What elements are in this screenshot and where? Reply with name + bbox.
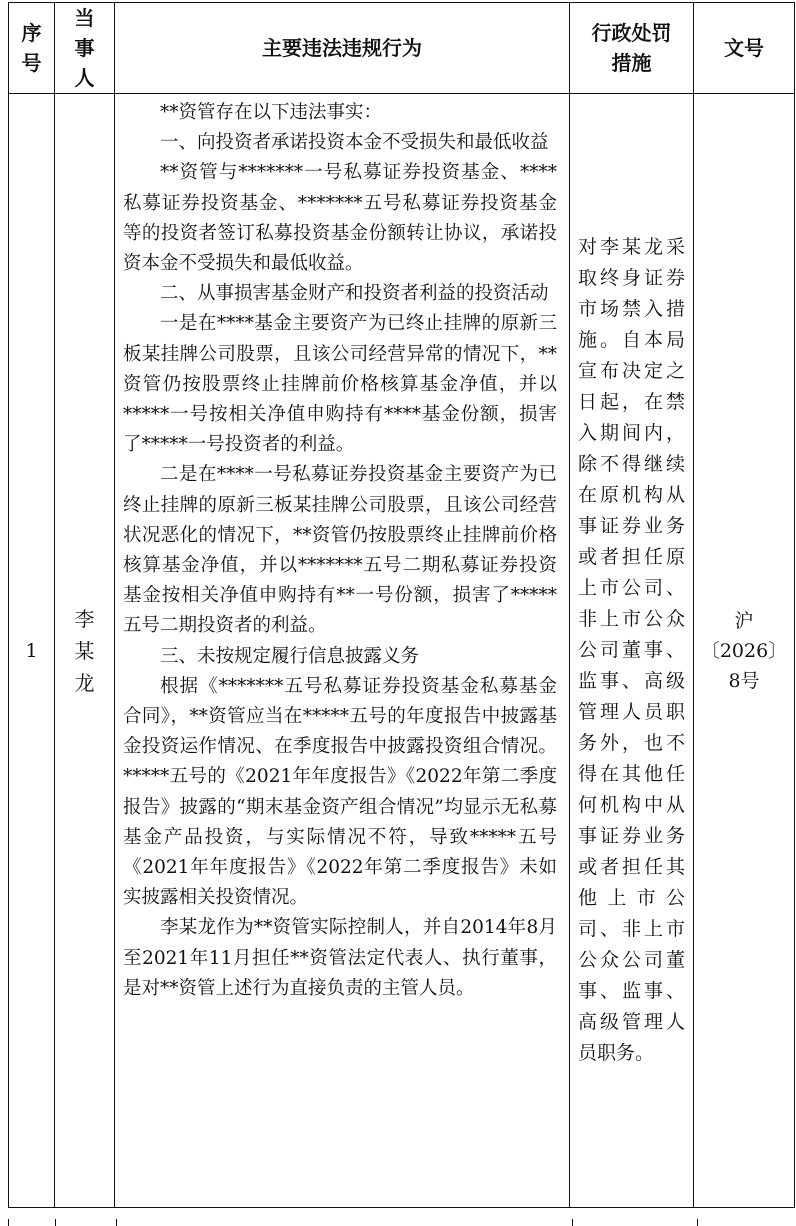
- penalty-text: 对李某龙采取终身证券市场禁入措施。自本局宣布决定之日起，在禁入期间内，除不得继续在原机构从事证券业务或者担任原上市公司、非上市公众公司董事、监事、高级管理人员职务外，也不得在其他任何机构中从事证券业务或者担任其他上市公司、非上市公众公司董事、监事、高级管理人员职务。: [578, 236, 685, 1064]
- header-seq: 序 号: [9, 3, 55, 94]
- cell-doc-number: 沪 〔2026〕 8号: [694, 94, 795, 1208]
- violation-paragraph: **资管存在以下违法事实：: [160, 102, 383, 123]
- penalty-table: [8, 2, 795, 1208]
- cell-party: 李 某 龙: [55, 94, 115, 1208]
- header-party: 当 事 人: [55, 3, 115, 94]
- table-header-row: [9, 3, 795, 94]
- violation-paragraph: 二是在****一号私募证券投资基金主要资产为已终止挂牌的原新三板某挂牌公司股票，且该公司经营状况恶化的情况下，**资管仍按股票终止挂牌前价格核算基金净值，并以*******五号二期私募证券投资基金按相关净值申购持有**一号份额，损害了*****五号二期投资者的利益。: [123, 464, 557, 637]
- violation-paragraph: 李某龙作为**资管实际控制人，并自2014年8月至2021年11月担任**资管法定代表人、执行董事，是对**资管上述行为直接负责的主管人员。: [123, 917, 557, 999]
- next-row-edge: [8, 1219, 794, 1226]
- cell-seq: 1: [9, 94, 55, 1208]
- violation-paragraph: 一是在****基金主要资产为已终止挂牌的原新三板某挂牌公司股票，且该公司经营异常的情况下，**资管仍按股票终止挂牌前价格核算基金净值，并以*****一号按相关净值申购持有****基金份额，损害了*****一号投资者的利益。: [123, 313, 557, 456]
- cell-penalty: [570, 94, 694, 1208]
- violation-paragraph: 三、未按规定履行信息披露义务: [160, 645, 420, 667]
- header-doc-number: 文号: [694, 3, 795, 94]
- violation-paragraph: 二、从事损害基金财产和投资者利益的投资活动: [160, 283, 549, 305]
- header-penalty: 行政处罚 措施: [570, 3, 694, 94]
- violation-paragraph: 根据《*******五号私募证券投资基金私募基金合同》，**资管应当在*****五号的年度报告中披露基金投资运作情况、在季度报告中披露投资组合情况。*****五号的《2021年年度报告》《2022年第二季度报告》披露的“期末基金资产组合情况”均显示无私募基金产品投资，与实际情况不符，导致*****五号《2021年年度报告》《2022年第二季度报告》未如实披露相关投资情况。: [123, 675, 557, 909]
- cell-main-violation: [115, 94, 570, 1208]
- violation-paragraph: 一、向投资者承诺投资本金不受损失和最低收益: [160, 132, 549, 154]
- violation-paragraph: **资管与*******一号私募证券投资基金、****私募证券投资基金、*******五号私募证券投资基金等的投资者签订私募投资基金份额转让协议，承诺投资本金不受损失和最低收益。: [123, 162, 557, 275]
- table-row: [9, 94, 795, 1208]
- header-main-violation: 主要违法违规行为: [115, 3, 570, 94]
